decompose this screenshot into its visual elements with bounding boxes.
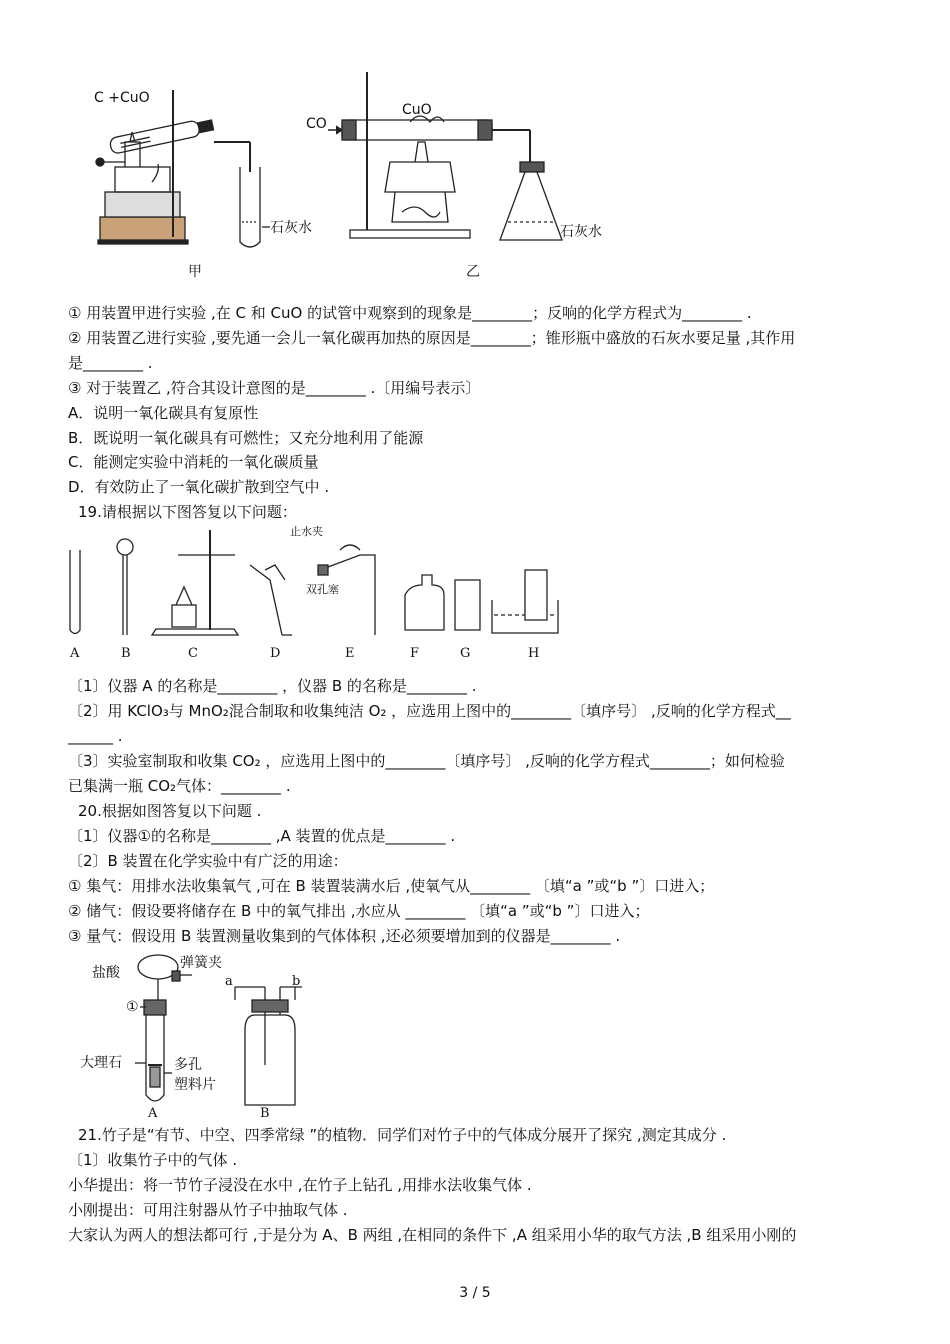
q20-line-1: 〔1〕仪器①的名称是________ ,A 装置的优点是________ . [68,827,456,845]
q21-line-1: 〔1〕收集竹子中的气体 . [68,1151,238,1169]
q18-line-4: ③ 对于装置乙 ,符合其设计意图的是________ .〔用编号表示〕 [68,379,481,397]
q18-option-a: A．说明一氧化碳具有复原性 [68,404,259,422]
letter-f: F [410,646,420,661]
caption-jia: 甲 [188,264,202,280]
label-cuo-tube: CuO [402,102,432,118]
figure-instruments [60,525,580,665]
label-port-b: b [292,974,301,989]
label-water-clamp: 止水夹 [290,525,323,538]
instrument-f-bottle [405,575,444,630]
label-marble: 大理石 [80,1055,122,1071]
q19-line-5: 已集满一瓶 CO₂气体：________ . [68,777,291,795]
q21-heading: 21.竹子是“有节、中空、四季常绿 ”的植物．同学们对竹子中的气体成分展开了探究 ,测定其成分 . [78,1126,727,1144]
q18-line-1: ① 用装置甲进行实验 ,在 C 和 CuO 的试管中观察到的现象是________；反响的化学方程式为________ . [68,304,752,322]
q20-heading: 20.根据如图答复以下问题 . [78,802,262,820]
q20-line-3: ① 集气：用排水法收集氧气 ,可在 B 装置装满水后 ,使氧气从________ 〔填“a ”或“b ”〕口进入； [68,877,715,895]
instrument-a-test-tube [70,550,80,634]
q18-line-2: ② 用装置乙进行实验 ,要先通一会儿一氧化碳再加热的原因是________；锥形瓶中盛放的石灰水要足量 ,其作用 [68,329,796,347]
label-hydrochloric-acid: 盐酸 [92,965,120,981]
q19-line-2: 〔2〕用 KClO₃与 MnO₂混合制取和收集纯洁 O₂ ，应选用上图中的________〔填序号〕 ,反响的化学方程式__ [68,702,791,720]
q18-option-c: C．能测定实验中消耗的一氧化碳质量 [68,453,319,471]
letter-h: H [528,646,540,661]
q18-option-d: D．有效防止了一氧化碳扩散到空气中 . [68,478,330,496]
q21-line-2: 小华提出：将一节竹子浸没在水中 ,在竹子上钻孔 ,用排水法收集气体 . [68,1176,532,1194]
letter-d: D [270,646,281,661]
figure-apparatus-ab [80,945,340,1123]
instrument-b-funnel [117,539,133,635]
q18-option-b: B．既说明一氧化碳具有可燃性；又充分地利用了能源 [68,429,424,447]
apparatus-jia [96,90,270,247]
label-instrument-one: ① [126,999,139,1015]
instrument-h-trough [492,570,558,633]
q20-line-4: ② 储气：假设要将储存在 B 中的氧气排出 ,水应从 ________ 〔填“a ”或“b ”〕口进入； [68,902,650,920]
letter-g: G [460,646,471,661]
letter-c: C [188,646,198,661]
q18-line-3: 是________ . [68,354,153,372]
q20-line-5: ③ 量气：假设用 B 装置测量收集到的气体体积 ,还必须要增加到的仪器是________ . [68,927,621,945]
label-porous-1: 多孔 [174,1057,202,1073]
label-porous-2: 塑料片 [174,1077,216,1093]
caption-yi: 乙 [466,264,480,280]
label-port-a: a [225,974,233,989]
q19-heading: 19.请根据以下图答复以下问题： [78,503,297,521]
label-two-hole-stopper: 双孔塞 [306,583,339,596]
instrument-c-stand [152,530,238,635]
caption-apparatus-b: B [260,1106,270,1121]
q19-line-4: 〔3〕实验室制取和收集 CO₂ ，应选用上图中的________〔填序号〕 ,反响的化学方程式________；如何检验 [68,752,785,770]
q20-line-2: 〔2〕B 装置在化学实验中有广泛的用途： [68,852,348,870]
instrument-g-jar [455,580,480,630]
q21-line-4: 大家认为两人的想法都可行 ,于是分为 A、B 两组 ,在相同的条件下 ,A 组采用小华的取气方法 ,B 组采用小刚的 [68,1226,797,1244]
q19-line-3: ______ . [68,727,123,745]
q19-line-1: 〔1〕仪器 A 的名称是________ ，仪器 B 的名称是________ . [68,677,477,695]
apparatus-yi [328,72,562,240]
instrument-d-tube [250,565,292,635]
label-limewater-jia: 石灰水 [270,220,312,236]
apparatus-b [235,987,302,1105]
letter-e: E [345,646,355,661]
label-co-inlet: CO [306,116,327,132]
page-number: 3 / 5 [459,1285,491,1301]
q21-line-3: 小刚提出：可用注射器从竹子中抽取气体 . [68,1201,348,1219]
label-c-cuo: C +CuO [94,90,150,106]
label-limewater-yi: 石灰水 [560,224,602,240]
label-spring-clip: 弹簧夹 [180,955,222,971]
letter-b: B [121,646,131,661]
caption-apparatus-a: A [148,1106,158,1121]
figure-co-cuo-apparatus [80,62,640,282]
letter-a: A [70,646,80,661]
